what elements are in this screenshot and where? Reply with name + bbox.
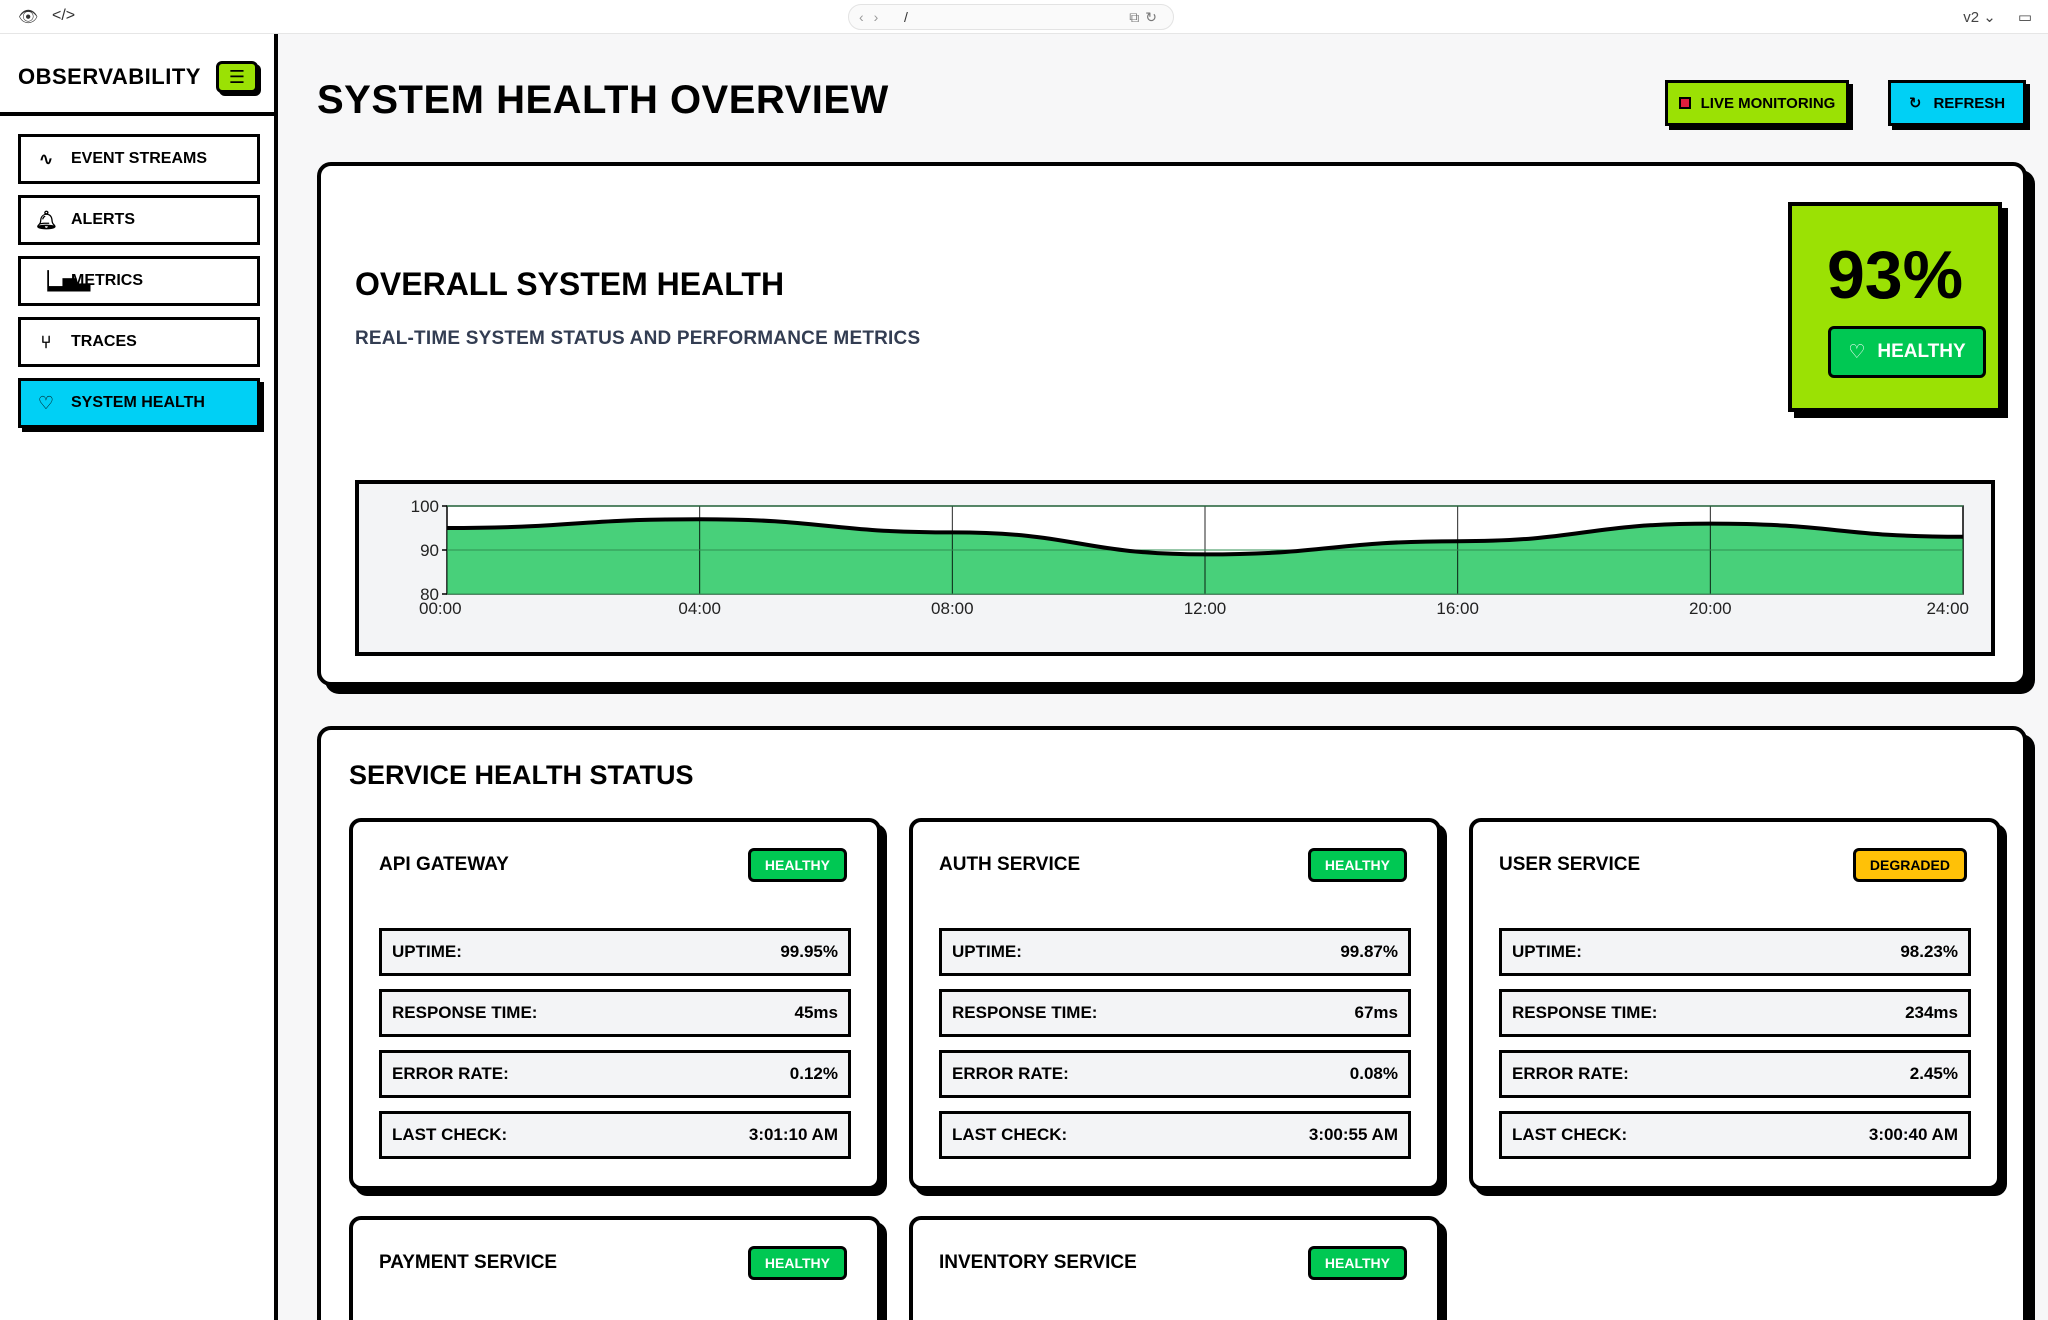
refresh-button[interactable] xyxy=(1888,80,2026,126)
y-tick-label: 90 xyxy=(420,541,439,560)
service-name: USER SERVICE xyxy=(1499,854,1641,875)
sidebar-item-label: EVENT STREAMS xyxy=(71,150,208,167)
sidebar-item-system-health[interactable] xyxy=(18,378,260,428)
metric-response-time xyxy=(379,989,851,1037)
metric-value: 99.95% xyxy=(780,942,838,961)
activity-icon: ∿ xyxy=(38,148,54,169)
version-select[interactable]: v2 ⌄ xyxy=(1963,9,1996,26)
service-name: INVENTORY SERVICE xyxy=(939,1252,1137,1273)
status-badge: HEALTHY xyxy=(748,1246,847,1280)
metric-response-time xyxy=(939,989,1411,1037)
metric-value: 3:01:10 AM xyxy=(748,1125,838,1144)
bar-chart-icon: ▕▂▅▃ xyxy=(35,270,91,291)
metric-value: 98.23% xyxy=(1900,942,1958,961)
metric-value: 234ms xyxy=(1905,1003,1958,1022)
back-forward-icon[interactable]: ‹› xyxy=(859,9,889,25)
service-card-api-gateway xyxy=(349,818,881,1190)
live-monitoring-button[interactable] xyxy=(1665,80,1849,126)
status-badge: HEALTHY xyxy=(748,848,847,882)
sidebar-item-label: SYSTEM HEALTH xyxy=(71,394,205,411)
sidebar xyxy=(0,34,278,1320)
metric-label: UPTIME: xyxy=(392,942,462,961)
sidebar-item-label: METRICS xyxy=(71,272,143,289)
metric-last-check xyxy=(379,1111,851,1159)
metric-label: ERROR RATE: xyxy=(392,1064,509,1083)
x-tick-label: 16:00 xyxy=(1436,599,1479,618)
address-path: / xyxy=(904,9,908,25)
status-badge: HEALTHY xyxy=(1308,1246,1407,1280)
git-branch-icon: ⑂ xyxy=(40,331,52,352)
health-score-value: 93% xyxy=(1826,237,1964,313)
address-bar[interactable] xyxy=(848,4,1174,30)
health-chart xyxy=(355,480,1995,656)
stop-icon xyxy=(1679,97,1691,109)
metric-uptime xyxy=(1499,928,1971,976)
live-monitoring-label: LIVE MONITORING xyxy=(1700,94,1836,112)
sidebar-item-label: ALERTS xyxy=(71,211,135,228)
metric-label: RESPONSE TIME: xyxy=(952,1003,1098,1022)
metric-label: UPTIME: xyxy=(952,942,1022,961)
health-status-badge xyxy=(1828,326,1986,378)
service-name: AUTH SERVICE xyxy=(939,854,1081,875)
sidebar-item-metrics[interactable] xyxy=(18,256,260,306)
y-tick-label: 80 xyxy=(420,585,439,604)
brand-title: OBSERVABILITY xyxy=(18,64,201,89)
browser-bar xyxy=(0,0,2048,34)
metric-error-rate xyxy=(939,1050,1411,1098)
metric-value: 3:00:55 AM xyxy=(1308,1125,1398,1144)
metric-label: ERROR RATE: xyxy=(1512,1064,1629,1083)
overall-health-subtitle: REAL-TIME SYSTEM STATUS AND PERFORMANCE METRICS xyxy=(355,328,921,349)
overall-health-card xyxy=(317,162,2027,686)
metric-value: 0.12% xyxy=(789,1064,838,1083)
main-content xyxy=(282,34,2048,1320)
page-title: SYSTEM HEALTH OVERVIEW xyxy=(317,78,889,122)
metric-uptime xyxy=(939,928,1411,976)
x-tick-label: 08:00 xyxy=(931,599,974,618)
metric-value: 3:00:40 AM xyxy=(1868,1125,1958,1144)
metric-label: LAST CHECK: xyxy=(1512,1125,1628,1144)
sidebar-item-event-streams[interactable] xyxy=(18,134,260,184)
status-badge: HEALTHY xyxy=(1308,848,1407,882)
metric-response-time xyxy=(1499,989,1971,1037)
metric-value: 99.87% xyxy=(1340,942,1398,961)
metric-label: LAST CHECK: xyxy=(952,1125,1068,1144)
metric-error-rate xyxy=(1499,1050,1971,1098)
hamburger-icon: ☰ xyxy=(228,67,246,87)
heart-icon: ♡ xyxy=(1848,341,1866,363)
metric-label: RESPONSE TIME: xyxy=(1512,1003,1658,1022)
metric-label: ERROR RATE: xyxy=(952,1064,1069,1083)
metric-value: 0.08% xyxy=(1349,1064,1398,1083)
sidebar-item-label: TRACES xyxy=(71,333,137,350)
health-score-box xyxy=(1788,202,2002,412)
x-tick-label: 12:00 xyxy=(1183,599,1227,618)
sidebar-nav xyxy=(18,134,260,439)
code-icon[interactable]: </> xyxy=(52,7,76,24)
x-tick-label: 04:00 xyxy=(678,599,721,618)
panel-icon[interactable]: ▭ xyxy=(2017,9,2032,26)
x-tick-label: 20:00 xyxy=(1689,599,1732,618)
health-chart-svg xyxy=(359,484,1991,652)
open-external-icon[interactable]: ⧉↻ xyxy=(1129,9,1163,25)
metric-value: 2.45% xyxy=(1909,1064,1958,1083)
overall-health-title: OVERALL SYSTEM HEALTH xyxy=(355,266,785,302)
service-card-inventory-service xyxy=(909,1216,1441,1320)
status-badge: DEGRADED xyxy=(1853,848,1967,882)
menu-toggle-button[interactable] xyxy=(216,61,258,93)
refresh-label: REFRESH xyxy=(1933,94,2006,112)
metric-label: RESPONSE TIME: xyxy=(392,1003,538,1022)
metric-label: LAST CHECK: xyxy=(392,1125,508,1144)
metric-value: 67ms xyxy=(1354,1003,1398,1022)
sidebar-item-traces[interactable] xyxy=(18,317,260,367)
metric-value: 45ms xyxy=(794,1003,838,1022)
health-status-label: HEALTHY xyxy=(1877,341,1966,362)
x-tick-label: 24:00 xyxy=(1926,599,1969,618)
refresh-icon: ↻ xyxy=(1908,95,1922,112)
metric-last-check xyxy=(1499,1111,1971,1159)
metric-error-rate xyxy=(379,1050,851,1098)
service-card-payment-service xyxy=(349,1216,881,1320)
brand-header xyxy=(0,34,274,116)
y-tick-label: 100 xyxy=(410,497,439,516)
metric-last-check xyxy=(939,1111,1411,1159)
heart-icon: ♡ xyxy=(37,392,55,413)
metric-uptime xyxy=(379,928,851,976)
service-card-auth-service xyxy=(909,818,1441,1190)
service-card-user-service xyxy=(1469,818,2001,1190)
x-tick-label: 00:00 xyxy=(419,599,462,618)
bell-icon: 🔔︎ xyxy=(35,209,58,230)
eye-icon[interactable]: 👁 xyxy=(18,9,39,26)
sidebar-item-alerts[interactable] xyxy=(18,195,260,245)
service-health-section xyxy=(317,726,2027,1320)
service-name: API GATEWAY xyxy=(379,854,509,875)
service-health-heading: SERVICE HEALTH STATUS xyxy=(349,760,694,790)
service-name: PAYMENT SERVICE xyxy=(379,1252,558,1273)
metric-label: UPTIME: xyxy=(1512,942,1582,961)
